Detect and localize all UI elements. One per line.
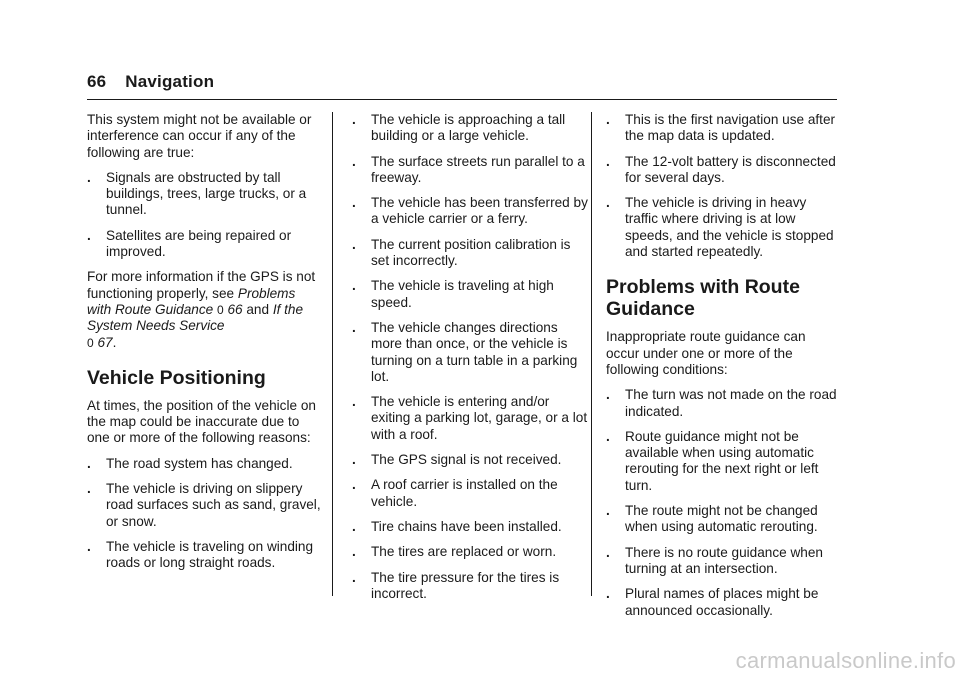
list-item: . This is the first navigation use after the map data is updated. (606, 112, 836, 144)
list-item: . Signals are obstructed by tall buildings, trees, large trucks, or a tunnel. (87, 169, 307, 218)
list-item: . The tires are replaced or worn. (352, 544, 557, 560)
list-item: . The vehicle is driving on slippery road surfaces such as sand, gravel, or snow. (87, 481, 321, 529)
bullet-icon: . (352, 236, 356, 252)
list-item: . A roof carrier is installed on the vehicle. (352, 477, 558, 509)
page-number: 66 (87, 72, 107, 91)
list-item: . The GPS signal is not received. (352, 452, 562, 468)
route-guidance-intro: Inappropriate route guidance can occur under one or more of the following conditions: (606, 329, 806, 377)
bullet-icon: . (606, 428, 610, 444)
more-info-paragraph: For more information if the GPS is not functioning properly, see Problems with Route Guidance 0 66 and If the System Needs Service 0 67. (87, 269, 316, 350)
list-item: . The vehicle is traveling at high speed. (352, 278, 554, 310)
list-item: . The vehicle is driving in heavy traffic where driving is at low speeds, and the vehicle is stopped and started repeatedly. (606, 195, 834, 260)
bullet-icon: . (87, 169, 91, 185)
list-item: . The vehicle has been transferred by a vehicle carrier or a ferry. (352, 195, 588, 227)
bullet-icon: . (352, 153, 356, 169)
bullet-icon: . (87, 538, 91, 554)
bullet-icon: . (352, 544, 356, 560)
bullet-icon: . (352, 394, 356, 410)
bullet-icon: . (352, 477, 356, 493)
xref-route-guidance[interactable]: Problems with Route Guidance 0 66 (87, 285, 296, 317)
heading-vehicle-positioning: Vehicle Positioning (87, 366, 266, 389)
list-item: . Route guidance might not be available when using automatic rerouting for the next right or left turn. (606, 428, 819, 493)
list-item: . The turn was not made on the road indicated. (606, 387, 837, 419)
page-ref-arrow-icon: 0 (216, 302, 224, 317)
bullet-icon: . (606, 544, 610, 560)
bullet-icon: . (606, 503, 610, 519)
bullet-icon: . (87, 481, 91, 497)
bullet-icon: . (352, 569, 356, 585)
bullet-icon: . (352, 518, 356, 534)
column-2 (352, 112, 590, 611)
watermark: carmanualsonline.info (735, 648, 956, 673)
page-ref-arrow-icon: 0 (87, 335, 94, 350)
heading-route-guidance-problems: Problems with Route Guidance (606, 276, 800, 321)
bullet-icon: . (352, 195, 356, 211)
bullet-icon: . (606, 195, 610, 211)
column-divider-1 (332, 112, 333, 596)
list-item: . There is no route guidance when turning at an intersection. (606, 544, 823, 576)
section-title: Navigation (125, 72, 215, 91)
positioning-intro: At times, the position of the vehicle on the map could be inaccurate due to one or more of the following reasons: (87, 397, 316, 446)
gps-intro: This system might not be available or interference can occur if any of the following are true: (87, 112, 312, 160)
page-header (87, 72, 214, 92)
bullet-icon: . (352, 319, 356, 335)
column-1 (87, 112, 321, 581)
column-divider-2 (591, 112, 592, 596)
bullet-icon: . (352, 112, 356, 127)
list-item: . The current position calibration is set incorrectly. (352, 236, 571, 269)
list-item: . Satellites are being repaired or improved. (87, 227, 292, 260)
list-item: . The tire pressure for the tires is incorrect. (352, 569, 560, 601)
list-item: . The vehicle changes directions more than once, or the vehicle is turning on a turn table in a parking lot. (352, 319, 578, 384)
bullet-icon: . (352, 278, 356, 294)
list-item: . The road system has changed. (87, 455, 293, 471)
list-item: . The surface streets run parallel to a freeway. (352, 153, 585, 185)
list-item: . The vehicle is approaching a tall building or a large vehicle. (352, 112, 566, 144)
bullet-icon: . (352, 452, 356, 468)
header-rule (87, 99, 837, 100)
list-item: . The 12-volt battery is disconnected for several days. (606, 153, 836, 185)
xref-system-service[interactable]: If the System Needs Service 0 67. (87, 301, 304, 350)
bullet-icon: . (606, 153, 610, 169)
list-item: . Tire chains have been installed. (352, 518, 562, 534)
list-item: . The route might not be changed when using automatic rerouting. (606, 503, 818, 535)
bullet-icon: . (87, 455, 91, 471)
bullet-icon: . (87, 227, 91, 243)
list-item: . The vehicle is entering and/or exiting a parking lot, garage, or a lot with a roof. (352, 394, 588, 442)
bullet-icon: . (606, 387, 610, 403)
list-item: . Plural names of places might be announced occasionally. (606, 586, 819, 618)
column-3 (606, 112, 840, 628)
bullet-icon: . (606, 586, 610, 602)
bullet-icon: . (606, 112, 610, 127)
list-item: . The vehicle is traveling on winding roads or long straight roads. (87, 538, 314, 571)
